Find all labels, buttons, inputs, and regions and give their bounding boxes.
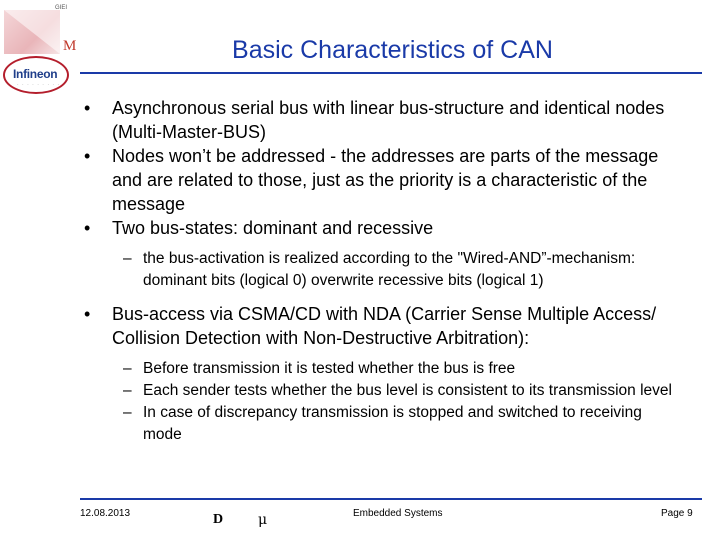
footer-divider (80, 498, 702, 500)
logo (0, 0, 95, 100)
bullet-text: Two bus-states: dominant and recessive (112, 218, 434, 238)
bullet-text: Bus-access via CSMA/CD with NDA (Carrier Sense Multiple Access/ Collision Detection with Non-Destructive Arbitration): (112, 304, 657, 348)
title-divider (80, 72, 702, 74)
slide-title: Basic Characteristics of CAN (232, 36, 553, 64)
slide-body (84, 96, 684, 446)
sub-bullet-text: the bus-activation is realized according to the "Wired-AND”-mechanism: (143, 250, 636, 267)
bullet-item (84, 302, 684, 350)
logo-badge-shape (4, 10, 60, 54)
footer-course-name: Embedded Systems (353, 508, 443, 519)
bullet-item (84, 216, 684, 240)
infineon-logo-text: Infineon (13, 67, 58, 81)
dash-icon: – (123, 360, 132, 377)
footer-mu-symbol: μ (258, 512, 268, 528)
sub-bullet-text-line2: dominant bits (logical 0) overwrite recessive bits (logical 1) (143, 272, 544, 289)
dash-icon: – (123, 250, 132, 267)
logo-small-text: GIEI (55, 5, 68, 11)
sub-bullet-text: Before transmission it is tested whether the bus is free (143, 360, 516, 377)
dash-icon: – (123, 382, 132, 399)
bullet-dot-icon: • (84, 146, 91, 166)
sub-bullet-text: In case of discrepancy transmission is stopped and switched to receiving mode (143, 404, 642, 443)
footer-date: 12.08.2013 (80, 508, 131, 519)
sub-bullet-item (84, 380, 684, 402)
bullet-item (84, 144, 684, 216)
sub-bullet-item (84, 358, 684, 380)
bullet-item (84, 96, 684, 144)
logo-m-letter: M (63, 38, 77, 54)
sub-bullet-item (84, 248, 684, 292)
sub-bullet-item (84, 402, 684, 446)
footer-d-symbol: D (213, 512, 224, 527)
sub-bullet-text: Each sender tests whether the bus level is consistent to its transmission level (143, 382, 672, 399)
bullet-dot-icon: • (84, 218, 91, 238)
footer-page-number: Page 9 (661, 508, 693, 519)
bullet-text: Nodes won’t be addressed - the addresses are parts of the message and are related to those, just as the priority is a characteristic of the message (112, 146, 659, 214)
bullet-dot-icon: • (84, 98, 91, 118)
bullet-text: Asynchronous serial bus with linear bus-structure and identical nodes (Multi-Master-BUS) (112, 98, 665, 142)
dash-icon: – (123, 404, 132, 421)
logo-sub-line: · · · · · · · · · (17, 82, 61, 88)
bullet-dot-icon: • (84, 304, 91, 324)
